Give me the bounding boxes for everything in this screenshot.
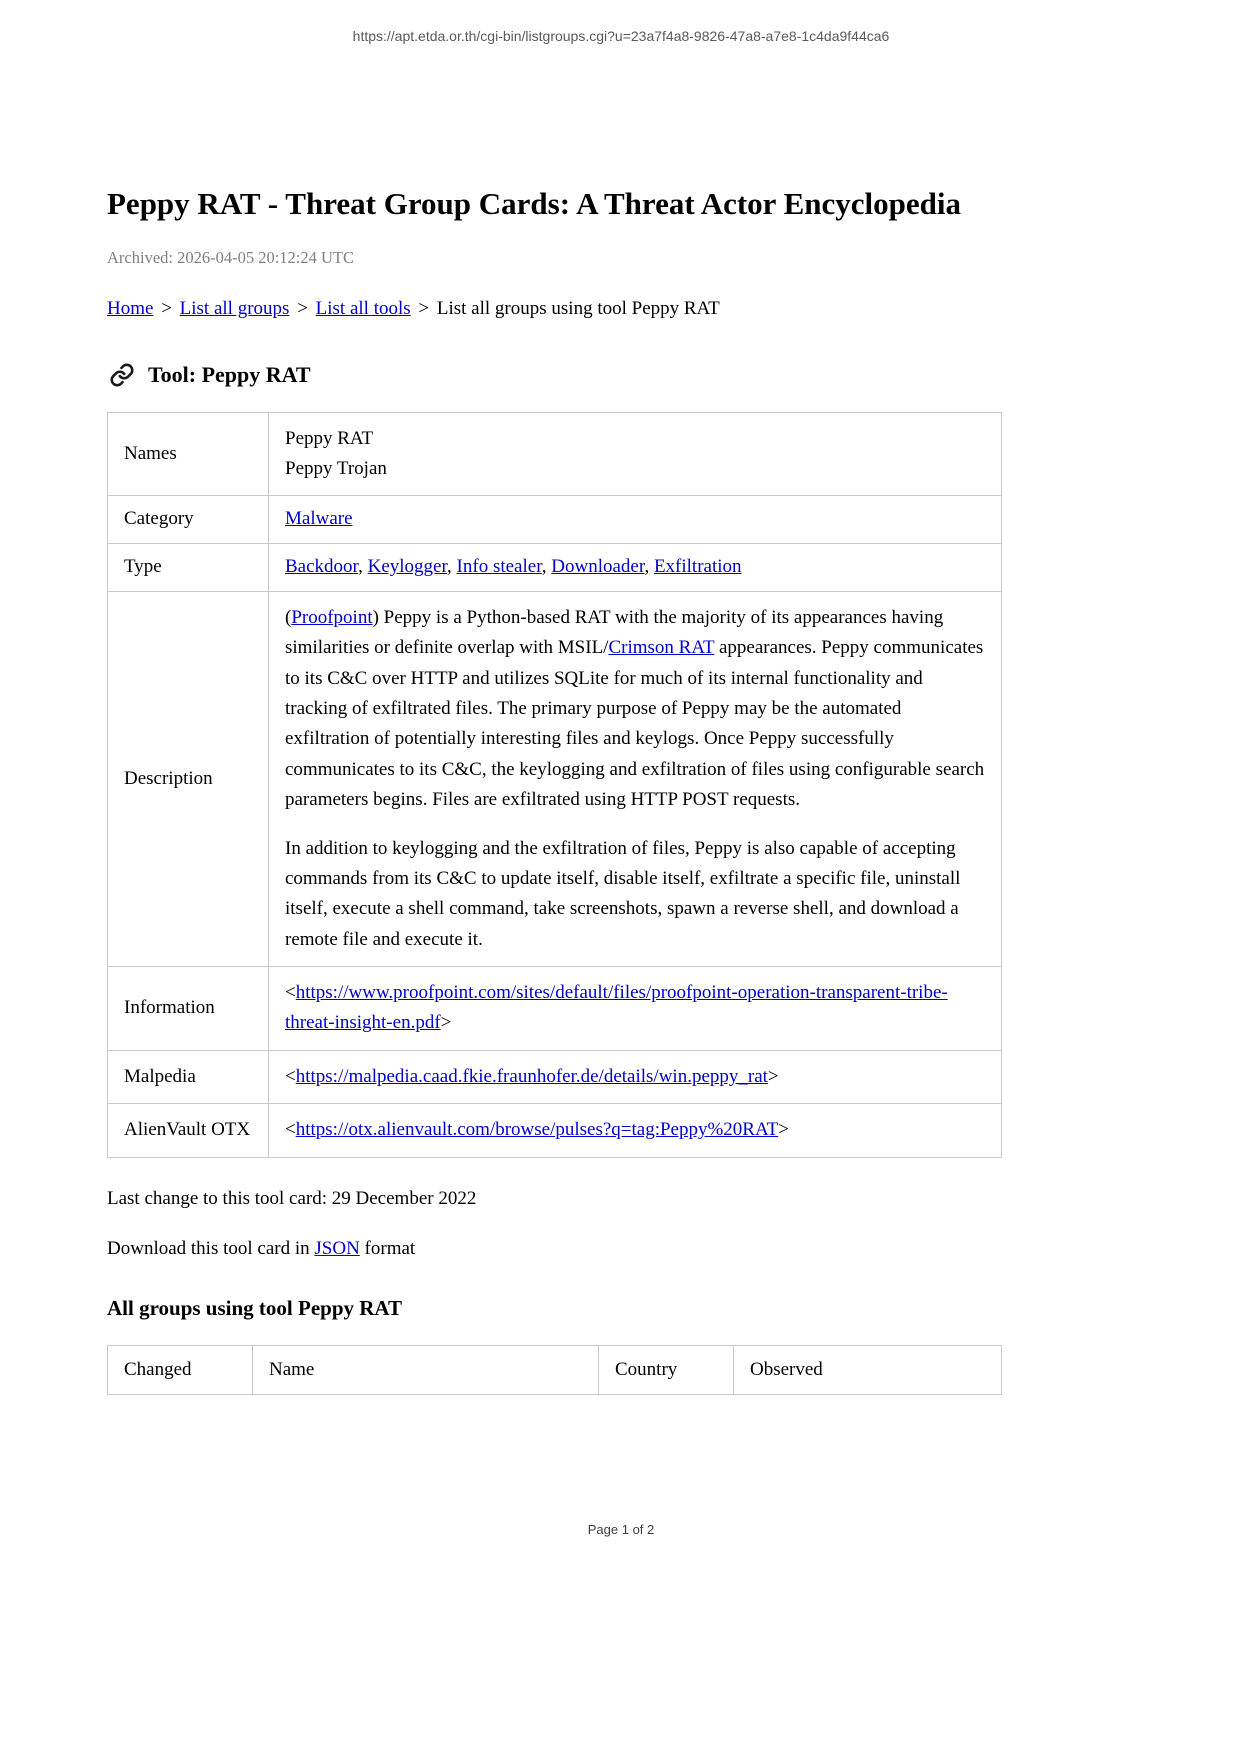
breadcrumb-list-all-tools-link[interactable]: List all tools (315, 297, 411, 319)
name-item: Peppy RAT (285, 427, 374, 449)
type-link-backdoor[interactable]: Backdoor (285, 556, 359, 578)
type-label: Type (108, 544, 269, 592)
description-text: ( (285, 606, 292, 628)
archived-timestamp: Archived: 2026-04-05 20:12:24 UTC (107, 247, 355, 267)
breadcrumb-home-link[interactable]: Home (107, 297, 154, 319)
angle-bracket-open: < (285, 1065, 296, 1087)
tool-heading-text: Tool: Peppy RAT (148, 361, 311, 387)
groups-header-name: Name (253, 1345, 599, 1395)
names-row (108, 412, 1002, 496)
alienvault-value (269, 1104, 1002, 1157)
description-paragraph: In addition to keylogging and the exfiltration of files, Peppy is also capable of accepting commands from its C&C to update itself, disable itself, exfiltrate a specific file, uninstall itself, execute a shell command, take screenshots, spawn a reverse shell, and download a remote file and execute it. (285, 837, 961, 950)
print-header-url: https://apt.etda.or.th/cgi-bin/listgroups.cgi?u=23a7f4a8-9826-47a8-a7e8-1c4da9f44ca6 (352, 28, 890, 44)
category-value (269, 496, 1002, 544)
breadcrumb-separator: > (297, 297, 308, 319)
type-row (108, 544, 1002, 592)
type-link-keylogger[interactable]: Keylogger (367, 556, 448, 578)
angle-bracket-close: > (440, 1012, 452, 1034)
comma-separator: , (541, 556, 552, 578)
groups-section-heading: All groups using tool Peppy RAT (107, 1295, 403, 1320)
last-change-text: Last change to this tool card: 29 December 2022 (107, 1187, 477, 1209)
malpedia-row (108, 1050, 1002, 1103)
groups-header-changed: Changed (108, 1345, 253, 1395)
groups-table-header-row (108, 1345, 1002, 1395)
groups-header-observed: Observed (734, 1345, 1002, 1395)
description-value (269, 591, 1002, 966)
malpedia-label: Malpedia (108, 1050, 269, 1103)
alienvault-row (108, 1104, 1002, 1157)
angle-bracket-open: < (285, 1119, 296, 1141)
description-paragraph (285, 603, 985, 816)
crimson-rat-link[interactable]: Crimson RAT (608, 637, 715, 659)
comma-separator: , (644, 556, 654, 578)
category-row (108, 496, 1002, 544)
malpedia-url-link[interactable]: https://malpedia.caad.fkie.fraunhofer.de/details/win.peppy_rat (295, 1065, 768, 1087)
link-icon (107, 362, 137, 388)
tool-card-table (107, 412, 1002, 1158)
proofpoint-link[interactable]: Proofpoint (291, 606, 373, 628)
description-label: Description (108, 591, 269, 966)
groups-table (107, 1345, 1002, 1396)
type-value (269, 544, 1002, 592)
names-label: Names (108, 412, 269, 496)
information-row (108, 967, 1002, 1051)
breadcrumb-list-all-groups-link[interactable]: List all groups (179, 297, 290, 319)
download-text: Download this tool card in (107, 1237, 315, 1259)
angle-bracket-close: > (767, 1065, 779, 1087)
comma-separator: , (447, 556, 457, 578)
information-url-link[interactable]: https://www.proofpoint.com/sites/default/files/proofpoint-operation-transparent-tribe-threat-insight-en.pdf (285, 982, 948, 1034)
description-text: appearances. Peppy communicates to its C&C over HTTP and utilizes SQLite for much of its internal functionality and tracking of exfiltrated files. The primary purpose of Peppy may be the automated exfiltration of potentially interesting files and keylogs. Once Peppy successfully communicates to its C&C, the keylogging and exfiltration of files using configurable search parameters begins. Files are exfiltrated using HTTP POST requests. (285, 637, 985, 811)
download-text: format (359, 1237, 416, 1259)
download-json-link[interactable]: JSON (314, 1237, 360, 1259)
description-row (108, 591, 1002, 966)
information-label: Information (108, 967, 269, 1051)
names-value (269, 412, 1002, 496)
information-value (269, 967, 1002, 1051)
breadcrumb-current-page: List all groups using tool Peppy RAT (436, 297, 720, 319)
angle-bracket-open: < (285, 982, 296, 1004)
angle-bracket-close: > (778, 1119, 789, 1141)
page-title: Peppy RAT - Threat Group Cards: A Threat Actor Encyclopedia (107, 186, 962, 221)
groups-header-country: Country (599, 1345, 734, 1395)
tool-heading (107, 362, 1002, 388)
type-link-exfiltration[interactable]: Exfiltration (653, 556, 742, 578)
category-malware-link[interactable]: Malware (285, 508, 353, 530)
malpedia-value (269, 1050, 1002, 1103)
type-link-info-stealer[interactable]: Info stealer (456, 556, 542, 578)
breadcrumb-separator: > (418, 297, 430, 319)
category-label: Category (108, 496, 269, 544)
page-footer: Page 1 of 2 (587, 1522, 655, 1537)
breadcrumb-separator: > (161, 297, 172, 319)
alienvault-url-link[interactable]: https://otx.alienvault.com/browse/pulses?q=tag:Peppy%20RAT (295, 1119, 779, 1141)
description-text: ) Peppy is a Python-based RAT with the majority of its appearances having similarities or definite overlap with MSIL/ (285, 606, 944, 659)
type-link-downloader[interactable]: Downloader (551, 556, 645, 578)
comma-separator: , (358, 556, 368, 578)
page-content (107, 0, 1002, 1395)
download-line (107, 1238, 1002, 1260)
alienvault-label: AlienVault OTX (108, 1104, 269, 1157)
name-item: Peppy Trojan (285, 458, 387, 480)
breadcrumb (107, 298, 1002, 320)
